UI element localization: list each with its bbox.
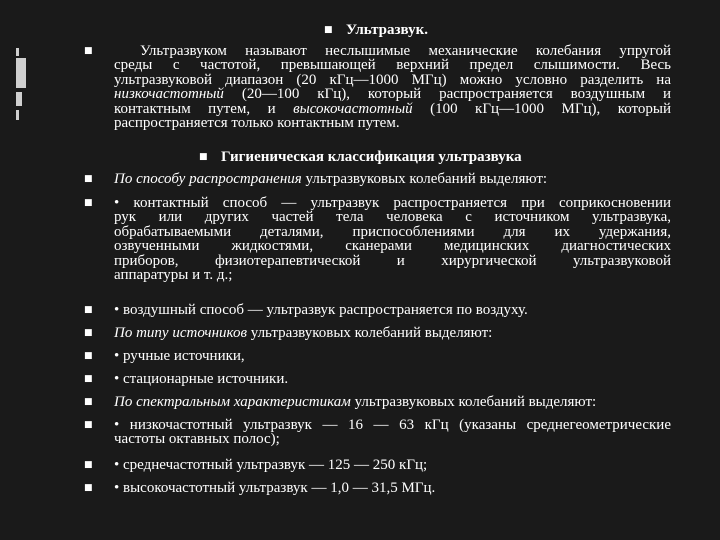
bullet-icon: ■ xyxy=(84,174,93,184)
item-line: • низкочастотный ультразвук — 16 — 63 кГц (указаны среднегеометрические xyxy=(114,417,671,433)
bullet-icon: ■ xyxy=(199,152,208,162)
category-heading: По способу распространения xyxy=(114,171,302,187)
bullet-icon: ■ xyxy=(84,397,93,407)
list-item-text: • воздушный способ — ультразвук распространяется по воздуху. xyxy=(114,302,528,318)
list-item-text: • среднечастотный ультразвук — 125 — 250 кГц; xyxy=(114,457,428,473)
bullet-icon: ■ xyxy=(84,305,93,315)
bullet-icon: ■ xyxy=(84,420,93,430)
category-heading: По спектральным характеристикам xyxy=(114,394,351,410)
item-line: частоты октавных полос); xyxy=(114,431,280,448)
list-item-text xyxy=(114,326,671,340)
item-line: озвученными жидкостями, сканерами медицинских диагностических xyxy=(114,238,671,255)
bullet-icon: ■ xyxy=(84,483,93,493)
item-line: обрабатываемыми деталями, приспособлениями для их удержания, xyxy=(114,223,671,240)
intro-line: ультразвуковой диапазон (20 кГц—1000 МГц) можно условно разделить на xyxy=(114,71,671,88)
bullet-icon: ■ xyxy=(84,198,93,208)
section-title xyxy=(199,149,522,165)
intro-line: среды с частотой, превышающей верхний предел слышимости. Весь xyxy=(114,57,671,74)
intro-line-rest: (100 кГц—1000 МГц), который xyxy=(412,100,672,117)
intro-body xyxy=(114,58,671,130)
list-item-text: • высокочастотный ультразвук — 1,0 — 31,5 МГц. xyxy=(114,480,436,496)
intro-line: Ультразвуком называют неслышимые механические колебания упругой xyxy=(140,43,671,59)
list-item-text xyxy=(114,418,671,447)
intro-line: распространяется только контактным путем. xyxy=(114,115,400,132)
bullet-icon: ■ xyxy=(84,351,93,361)
list-item-text xyxy=(114,395,671,409)
category-heading: По типу источников xyxy=(114,325,247,341)
item-line: • контактный способ — ультразвук распространяется при соприкосновении xyxy=(114,195,671,211)
bullet-icon: ■ xyxy=(84,46,93,56)
category-rest: ультразвуковых колебаний выделяют: xyxy=(350,394,597,410)
list-item-text xyxy=(114,196,671,282)
intro-line-rest: (20—100 кГц), который распространяется воздушным и xyxy=(223,86,671,103)
item-line: приборов, физиотерапевтической и хирургической ультразвуковой xyxy=(114,252,671,269)
intro-line xyxy=(114,87,671,101)
list-item-text: • ручные источники, xyxy=(114,348,245,364)
slide-title xyxy=(324,22,428,38)
bullet-icon: ■ xyxy=(84,328,93,338)
list-item-text: • стационарные источники. xyxy=(114,371,289,387)
intro-line xyxy=(114,102,671,116)
item-line: рук или других частей тела человека с источником ультразвука, xyxy=(114,209,671,226)
intro-first-line-wrap xyxy=(140,44,671,58)
intro-italic-term: высокочастотный xyxy=(293,100,413,117)
intro-line-start: контактным путем, и xyxy=(114,100,294,117)
category-rest: ультразвуковых колебаний выделяют: xyxy=(301,171,548,187)
item-line: аппаратуры и т. д.; xyxy=(114,267,233,284)
section-title-text: Гигиеническая классификация ультразвука xyxy=(221,149,522,165)
bullet-icon: ■ xyxy=(84,374,93,384)
slide-title-text: Ультразвук. xyxy=(346,22,428,38)
category-rest: ультразвуковых колебаний выделяют: xyxy=(246,325,493,341)
bullet-icon: ■ xyxy=(84,460,93,470)
intro-italic-term: низкочастотный xyxy=(114,86,224,103)
list-item-text xyxy=(114,172,671,186)
bullet-icon: ■ xyxy=(324,25,333,35)
